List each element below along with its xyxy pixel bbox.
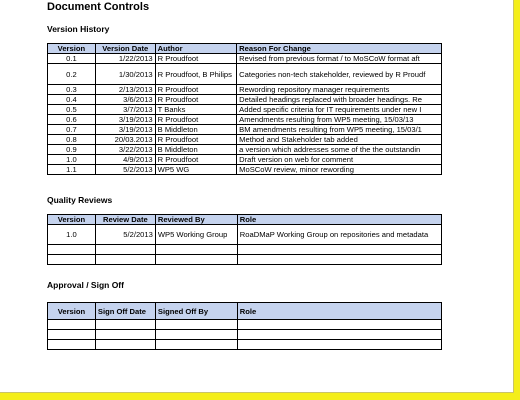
author-cell[interactable]: T Banks xyxy=(155,105,237,115)
author-cell[interactable]: R Proudfoot xyxy=(155,85,237,95)
quality-reviews-header-row xyxy=(48,215,442,225)
author-cell[interactable]: WP5 WG xyxy=(155,165,237,175)
author-cell[interactable]: R Proudfoot xyxy=(155,155,237,165)
table-row[interactable] xyxy=(48,145,442,155)
version-cell[interactable]: 0.9 xyxy=(48,145,96,155)
header-reviewed-by: Reviewed By xyxy=(155,215,237,225)
version-cell[interactable]: 0.7 xyxy=(48,125,96,135)
table-row[interactable] xyxy=(48,115,442,125)
empty-row[interactable] xyxy=(48,245,442,255)
version-cell[interactable]: 1.0 xyxy=(48,155,96,165)
review-date-cell[interactable]: 5/2/2013 xyxy=(95,225,155,245)
reason-cell[interactable]: Amendments resulting from WP5 meeting, 15/03/13 xyxy=(237,115,442,125)
date-cell[interactable]: 1/22/2013 xyxy=(95,54,155,64)
table-row[interactable] xyxy=(48,105,442,115)
header-role: Role xyxy=(237,215,441,225)
reason-cell[interactable]: a version which addresses some of the the outstandin xyxy=(237,145,442,155)
quality-reviews-table xyxy=(47,214,442,265)
author-cell[interactable]: R Proudfoot xyxy=(155,115,237,125)
date-cell[interactable]: 20/03.2013 xyxy=(95,135,155,145)
author-cell[interactable]: B Middleton xyxy=(155,125,237,135)
reason-cell[interactable]: Draft version on web for comment xyxy=(237,155,442,165)
header-version: Version xyxy=(48,303,96,320)
approval-sign-off-title: Approval / Sign Off xyxy=(47,280,124,290)
header-author: Author xyxy=(155,44,237,54)
empty-row[interactable] xyxy=(48,255,442,265)
reason-cell[interactable]: Detailed headings replaced with broader headings. Re xyxy=(237,95,442,105)
reason-cell[interactable]: Method and Stakeholder tab added xyxy=(237,135,442,145)
empty-row[interactable] xyxy=(48,340,442,350)
reason-cell[interactable]: Categories non-tech stakeholder, reviewed by R Proudf xyxy=(237,64,442,85)
version-cell[interactable]: 0.2 xyxy=(48,64,96,85)
version-cell[interactable]: 1.0 xyxy=(48,225,96,245)
header-review-date: Review Date xyxy=(95,215,155,225)
version-history-header-row xyxy=(48,44,442,54)
approval-table xyxy=(47,302,442,350)
table-row[interactable] xyxy=(48,85,442,95)
table-row[interactable] xyxy=(48,165,442,175)
version-cell[interactable]: 0.1 xyxy=(48,54,96,64)
empty-row[interactable] xyxy=(48,320,442,330)
table-row[interactable] xyxy=(48,155,442,165)
author-cell[interactable]: R Proudfoot xyxy=(155,54,237,64)
reason-cell[interactable]: Added specific criteria for IT requirements under new I xyxy=(237,105,442,115)
header-reason: Reason For Change xyxy=(237,44,442,54)
header-role: Role xyxy=(237,303,441,320)
table-row[interactable] xyxy=(48,225,442,245)
table-row[interactable] xyxy=(48,95,442,105)
date-cell[interactable]: 4/9/2013 xyxy=(95,155,155,165)
reason-cell[interactable]: Revised from previous format / to MoSCoW format aft xyxy=(237,54,442,64)
author-cell[interactable]: R Proudfoot xyxy=(155,135,237,145)
approval-header-row xyxy=(48,303,442,320)
date-cell[interactable]: 5/2/2013 xyxy=(95,165,155,175)
reason-cell[interactable]: MoSCoW review, minor rewording xyxy=(237,165,442,175)
header-signed-off-by: Signed Off By xyxy=(155,303,237,320)
reason-cell[interactable]: BM amendments resulting from WP5 meeting, 15/03/1 xyxy=(237,125,442,135)
version-cell[interactable]: 0.4 xyxy=(48,95,96,105)
header-version-date: Version Date xyxy=(95,44,155,54)
header-version: Version xyxy=(48,215,96,225)
version-cell[interactable]: 0.3 xyxy=(48,85,96,95)
version-history-title: Version History xyxy=(47,24,110,34)
table-row[interactable] xyxy=(48,135,442,145)
reason-cell[interactable]: Rewording repository manager requirements xyxy=(237,85,442,95)
table-row[interactable] xyxy=(48,54,442,64)
table-row[interactable] xyxy=(48,125,442,135)
document-title: Document Controls xyxy=(47,1,150,13)
version-cell[interactable]: 1.1 xyxy=(48,165,96,175)
table-row[interactable] xyxy=(48,64,442,85)
date-cell[interactable]: 3/19/2013 xyxy=(95,115,155,125)
version-cell[interactable]: 0.6 xyxy=(48,115,96,125)
quality-reviews-title: Quality Reviews xyxy=(47,195,113,205)
date-cell[interactable]: 3/19/2013 xyxy=(95,125,155,135)
date-cell[interactable]: 3/7/2013 xyxy=(95,105,155,115)
date-cell[interactable]: 2/13/2013 xyxy=(95,85,155,95)
date-cell[interactable]: 3/6/2013 xyxy=(95,95,155,105)
author-cell[interactable]: B Middleton xyxy=(155,145,237,155)
author-cell[interactable]: R Proudfoot xyxy=(155,95,237,105)
date-cell[interactable]: 3/22/2013 xyxy=(95,145,155,155)
version-history-table xyxy=(47,43,442,175)
author-cell[interactable]: R Proudfoot, B Philips xyxy=(155,64,237,85)
empty-row[interactable] xyxy=(48,330,442,340)
header-version: Version xyxy=(48,44,96,54)
date-cell[interactable]: 1/30/2013 xyxy=(95,64,155,85)
reviewed-by-cell[interactable]: WP5 Working Group xyxy=(155,225,237,245)
header-sign-off-date: Sign Off Date xyxy=(95,303,155,320)
role-cell[interactable]: RoaDMaP Working Group on repositories and metadata xyxy=(237,225,441,245)
version-cell[interactable]: 0.5 xyxy=(48,105,96,115)
version-cell[interactable]: 0.8 xyxy=(48,135,96,145)
